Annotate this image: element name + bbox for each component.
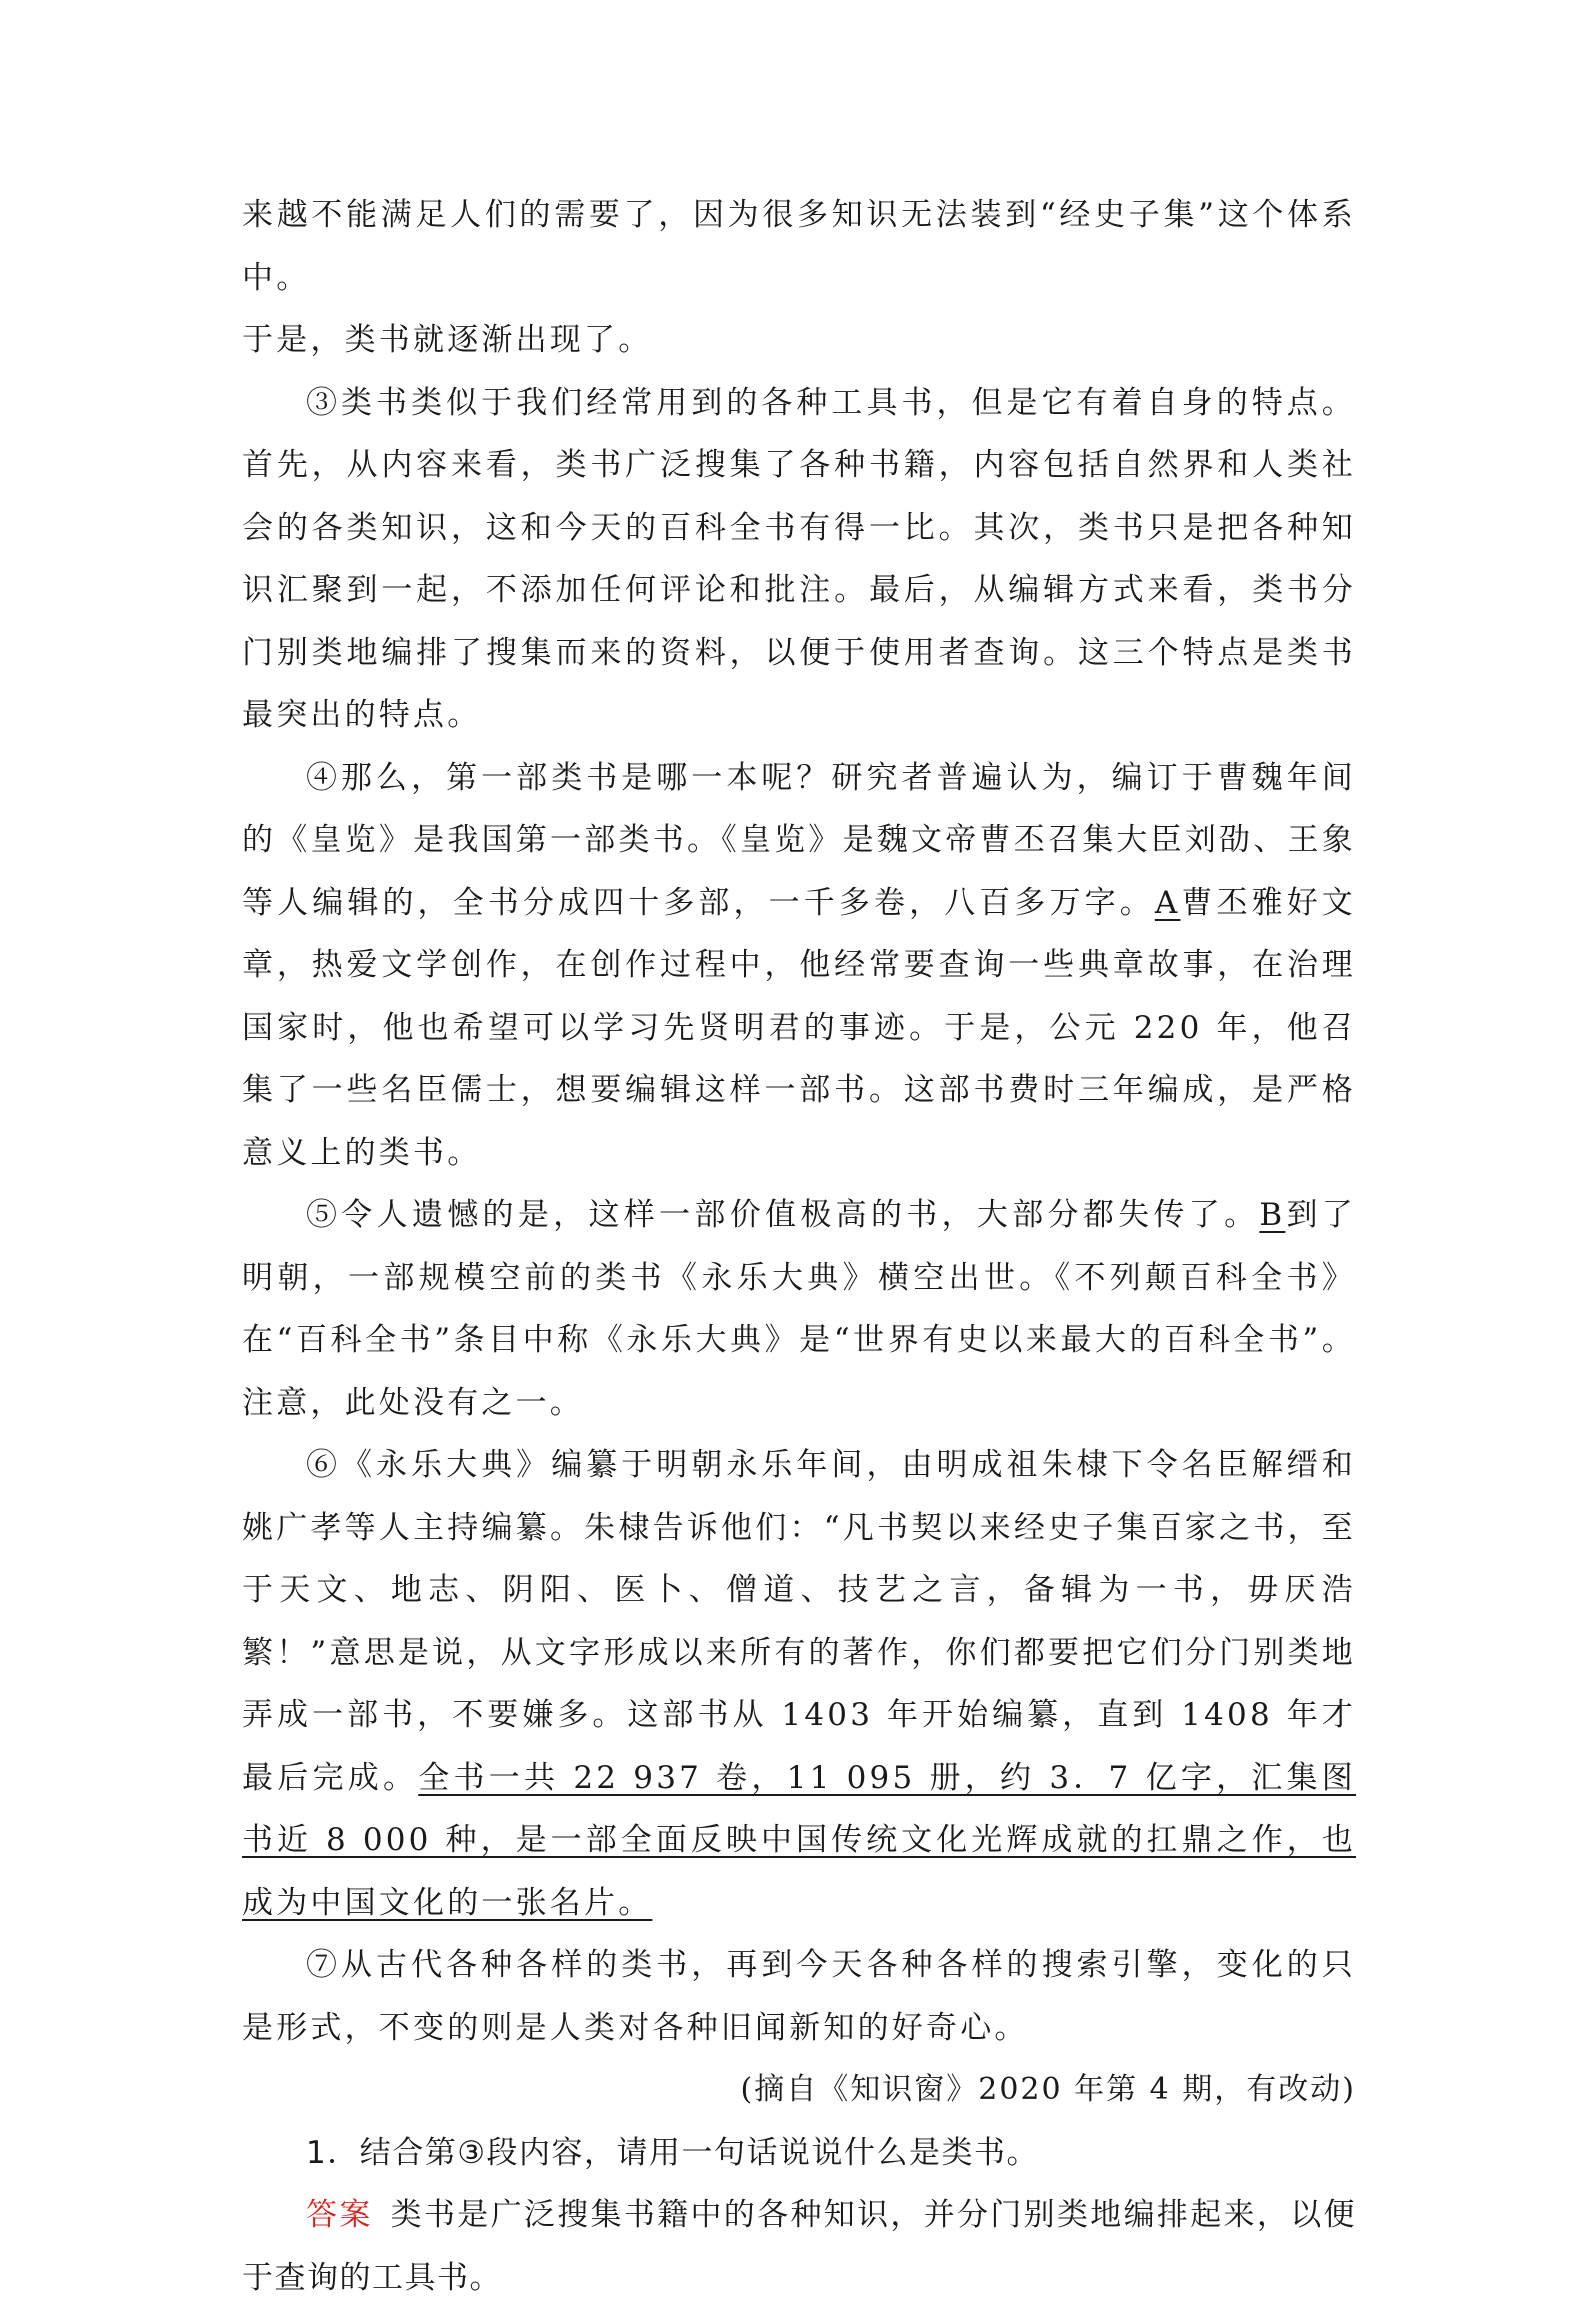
underlined-sentence: 全书一共 22 937 卷，11 095 册，约 3．7 亿字，汇集图书近 8 000 种，是一部全面反映中国传统文化光辉成就的扛鼎之作，也成为中国文化的一张名片。 [242, 1759, 1357, 1921]
paragraph-5-before: ⑤令人遗憾的是，这样一部价值极高的书，大部分都失传了。 [306, 1197, 1260, 1233]
source-citation: (摘自《知识窗》2020 年第 4 期，有改动) [740, 2072, 1356, 2107]
answer-text: 类书是广泛搜集书籍中的各种知识，并分门别类地编排起来，以便于查询的工具书。 [242, 2197, 1357, 2296]
paragraph-2-line-2: 于是，类书就逐渐出现了。 [242, 322, 653, 358]
answer-1 [242, 2184, 1356, 2309]
answer-label: 答案 [306, 2197, 373, 2233]
paragraph-6 [242, 1434, 1356, 1934]
paragraph-2-line-1: 来越不能满足人们的需要了，因为很多知识无法装到“经史子集”这个体系中。 [242, 197, 1356, 296]
marker-a: A [1154, 884, 1181, 921]
question-1: 1．结合第③段内容，请用一句话说说什么是类书。 [306, 2134, 1040, 2171]
paragraph-5 [242, 1184, 1356, 1434]
paragraph-4 [242, 747, 1356, 1185]
paragraph-4-before: ④那么，第一部类书是哪一本呢？研究者普遍认为，编订于曹魏年间的《皇览》是我国第一部类书。《皇览》是魏文帝曹丕召集大臣刘劭、王象等人编辑的，全书分成四十多部，一千多卷，八百多万字。 [242, 759, 1356, 921]
paragraph-4-after: 曹丕雅好文章，热爱文学创作，在创作过程中，他经常要查询一些典章故事，在治理国家时，他也希望可以学习先贤明君的事迹。于是，公元 220 年，他召集了一些名臣儒士，想要编辑这样一部书。这部书费时三年编成，是严格意义上的类书。 [242, 884, 1357, 1171]
paragraph-6-before: ⑥《永乐大典》编纂于明朝永乐年间，由明成祖朱棣下令名臣解缙和姚广孝等人主持编纂。朱棣告诉他们：“凡书契以来经史子集百家之书，至于天文、地志、阴阳、医卜、僧道、技艺之言，备辑为一书，毋厌浩繁！”意思是说，从文字形成以来所有的著作，你们都要把它们分门别类地弄成一部书，不要嫌多。这部书从 1403 年开始编纂，直到 1408 年才最后完成。 [242, 1447, 1356, 1796]
marker-b: B [1259, 1197, 1286, 1233]
paragraph-3: ③类书类似于我们经常用到的各种工具书，但是它有着自身的特点。首先，从内容来看，类书广泛搜集了各种书籍，内容包括自然界和人类社会的各类知识，这和今天的百科全书有得一比。其次，类书只是把各种知识汇聚到一起，不添加任何评论和批注。最后，从编辑方式来看，类书分门别类地编排了搜集而来的资料，以便于使用者查询。这三个特点是类书最突出的特点。 [242, 384, 1356, 733]
document-page [242, 184, 1356, 2309]
paragraph-2-tail [242, 184, 1356, 372]
paragraph-7: ⑦从古代各种各样的类书，再到今天各种各样的搜索引擎，变化的只是形式，不变的则是人类对各种旧闻新知的好奇心。 [242, 1947, 1356, 2046]
paragraph-5-after: 到了明朝，一部规模空前的类书《永乐大典》横空出世。《不列颠百科全书》在“百科全书”条目中称《永乐大典》是“世界有史以来最大的百科全书”。注意，此处没有之一。 [242, 1197, 1356, 1421]
